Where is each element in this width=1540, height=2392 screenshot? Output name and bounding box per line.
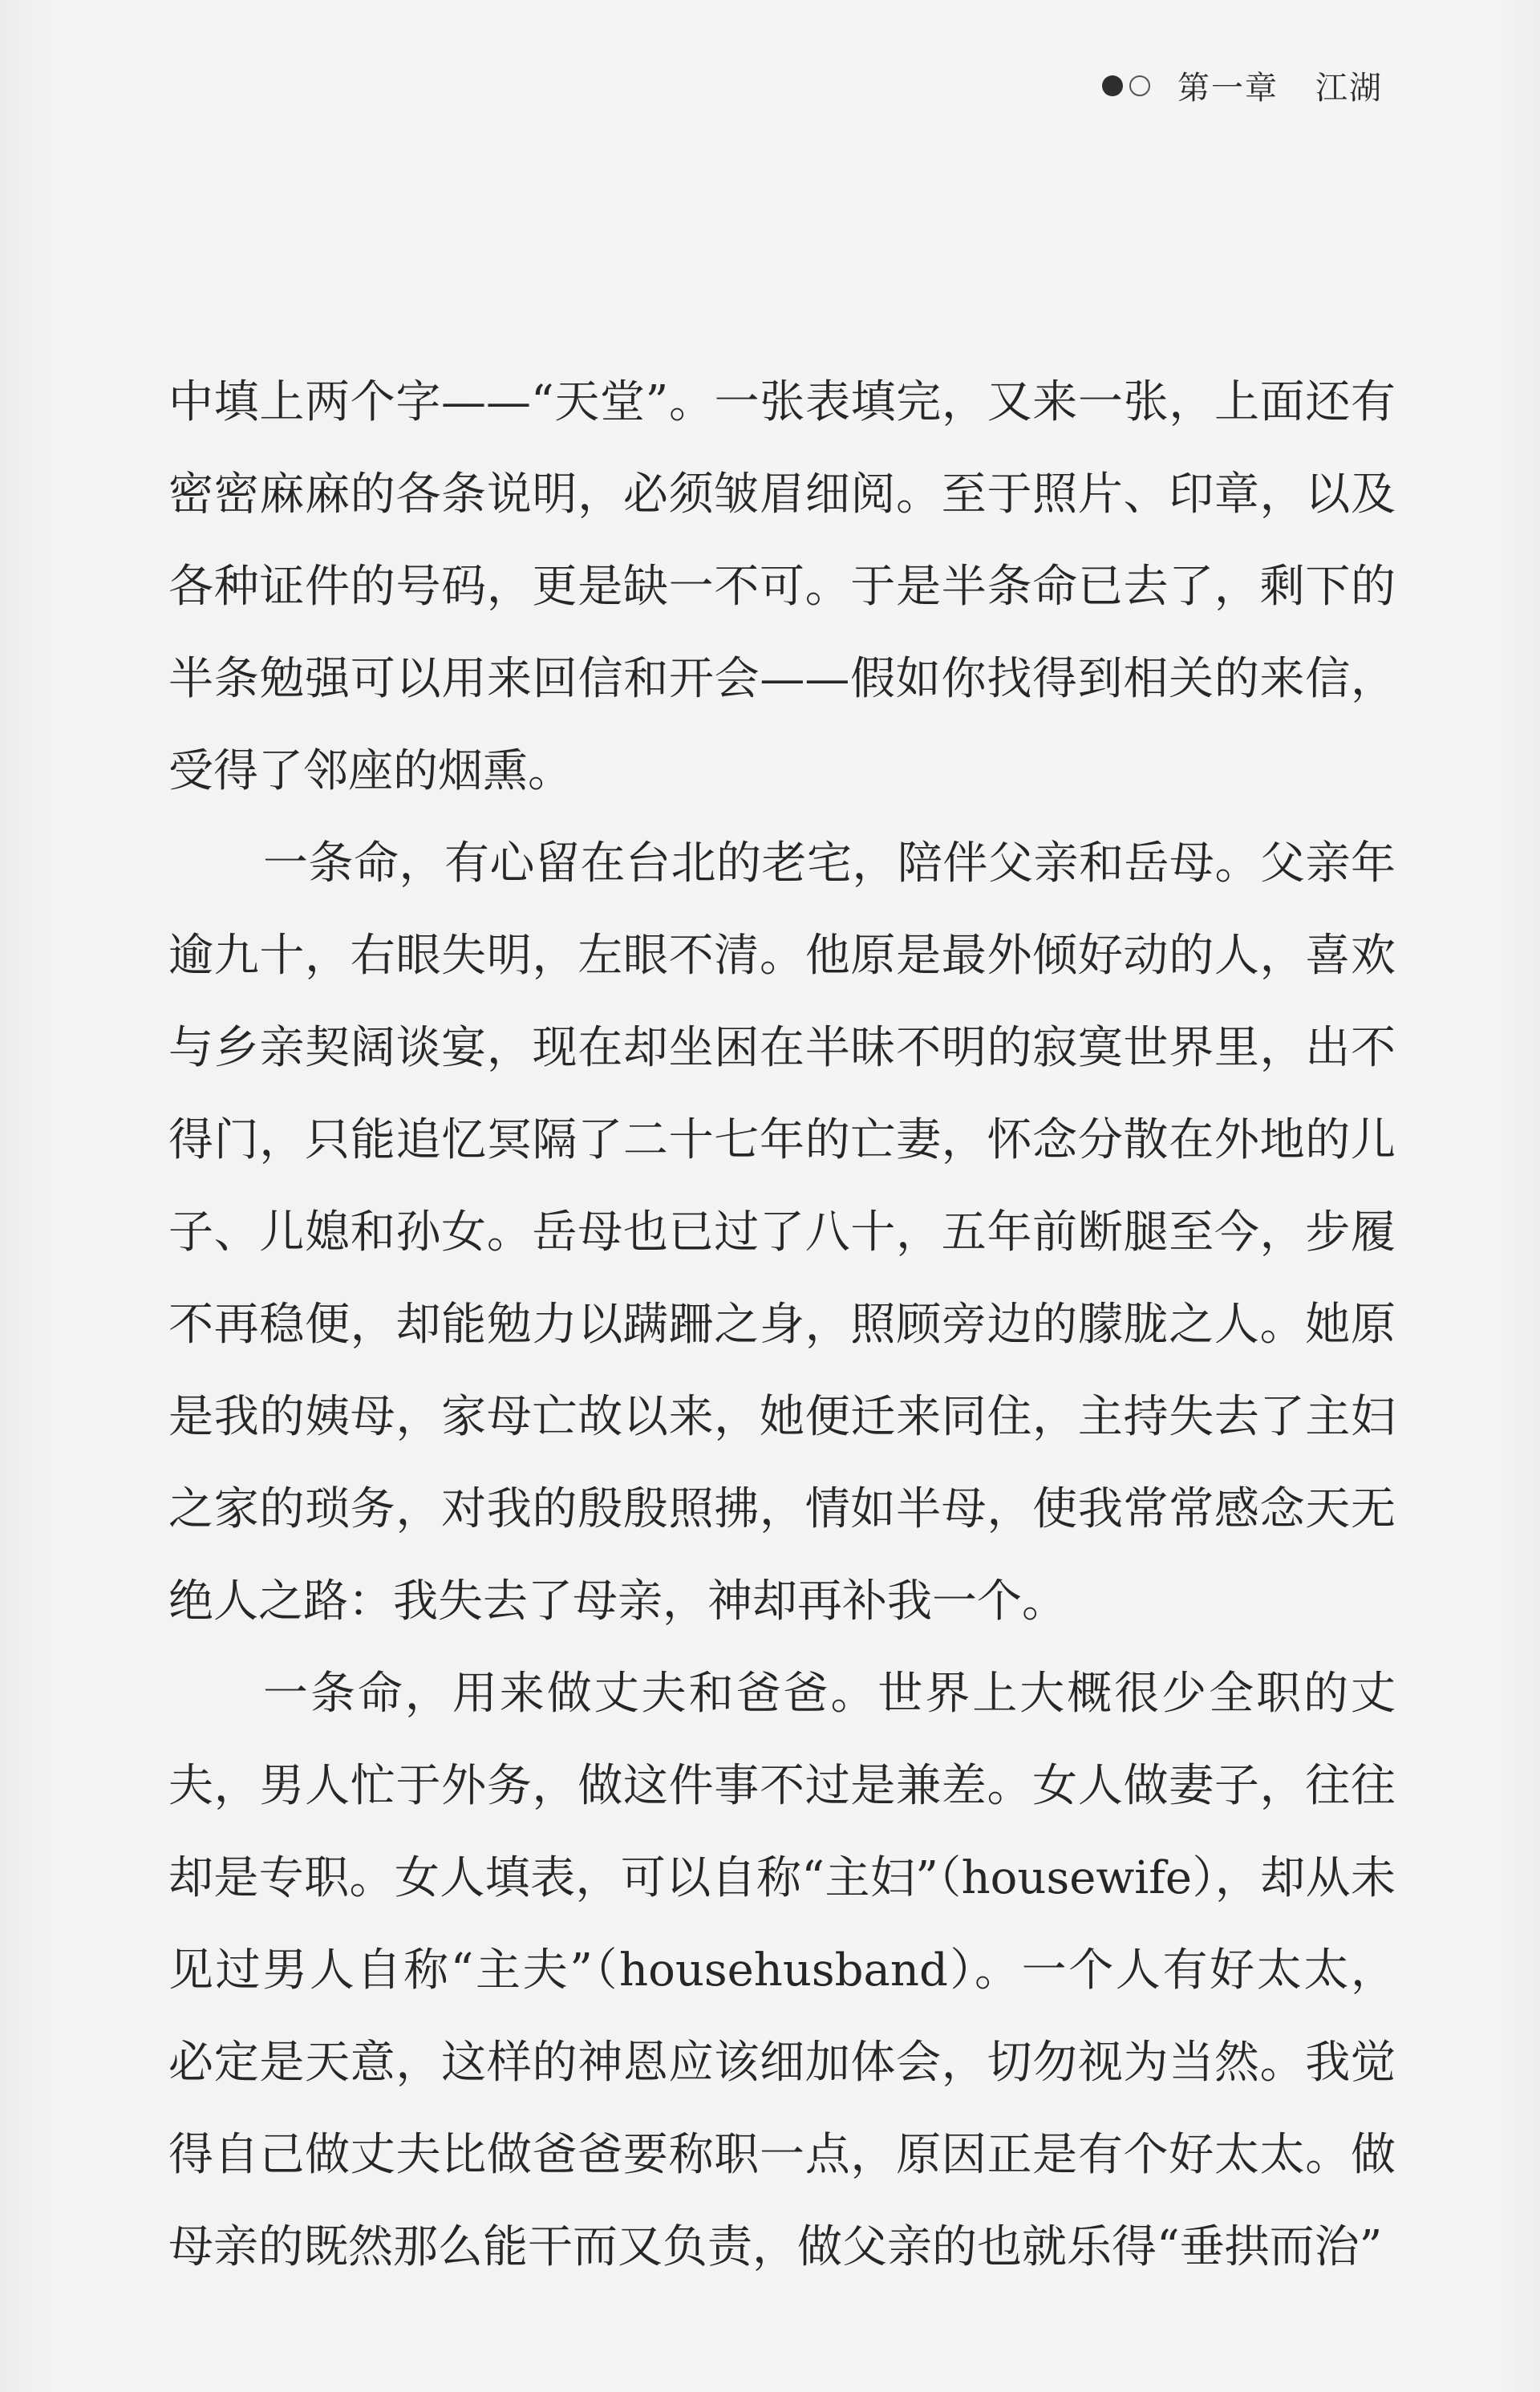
body-text <box>168 356 1396 2293</box>
paragraph-continuation: 中填上两个字——“天堂”。一张表填完，又来一张，上面还有密密麻麻的各条说明，必须皱眉细阅。至于照片、印章，以及各种证件的号码，更是缺一不可。于是半条命已去了，剩下的半条勉强可以用来回信和开会——假如你找得到相关的来信，受得了邻座的烟熏。 <box>168 376 1396 797</box>
chapter-title: 江湖 <box>1315 70 1383 107</box>
paragraph-father-mother-in-law: 一条命，有心留在台北的老宅，陪伴父亲和岳母。父亲年逾九十，右眼失明，左眼不清。他原是最外倾好动的人，喜欢与乡亲契阔谈宴，现在却坐困在半昧不明的寂寞世界里，出不得门，只能追忆冥隔了二十七年的亡妻，怀念分散在外地的儿子、儿媳和孙女。岳母也已过了八十，五年前断腿至今，步履不再稳便，却能勉力以蹒跚之身，照顾旁边的朦胧之人。她原是我的姨母，家母亡故以来，她便迁来同住，主持失去了主妇之家的琐务，对我的殷殷照拂，情如半母，使我常常感念天无绝人之路：我失去了母亲，神却再补我一个。 <box>168 837 1396 1628</box>
filled-circle-icon <box>1102 75 1123 96</box>
hollow-circle-icon <box>1129 75 1150 96</box>
chapter-number: 第一章 <box>1177 70 1279 107</box>
running-header <box>1102 63 1383 108</box>
paragraph-husband-father: 一条命，用来做丈夫和爸爸。世界上大概很少全职的丈夫，男人忙于外务，做这件事不过是兼差。女人做妻子，往往却是专职。女人填表，可以自称“主妇”（housewife），却从未见过男人自称“主夫”（househusband）。一个人有好太太，必定是天意，这样的神恩应该细加体会，切勿视为当然。我觉得自己做丈夫比做爸爸要称职一点，原因正是有个好太太。做母亲的既然那么能干而又负责，做父亲的也就乐得“垂拱而治” <box>168 1668 1396 2273</box>
